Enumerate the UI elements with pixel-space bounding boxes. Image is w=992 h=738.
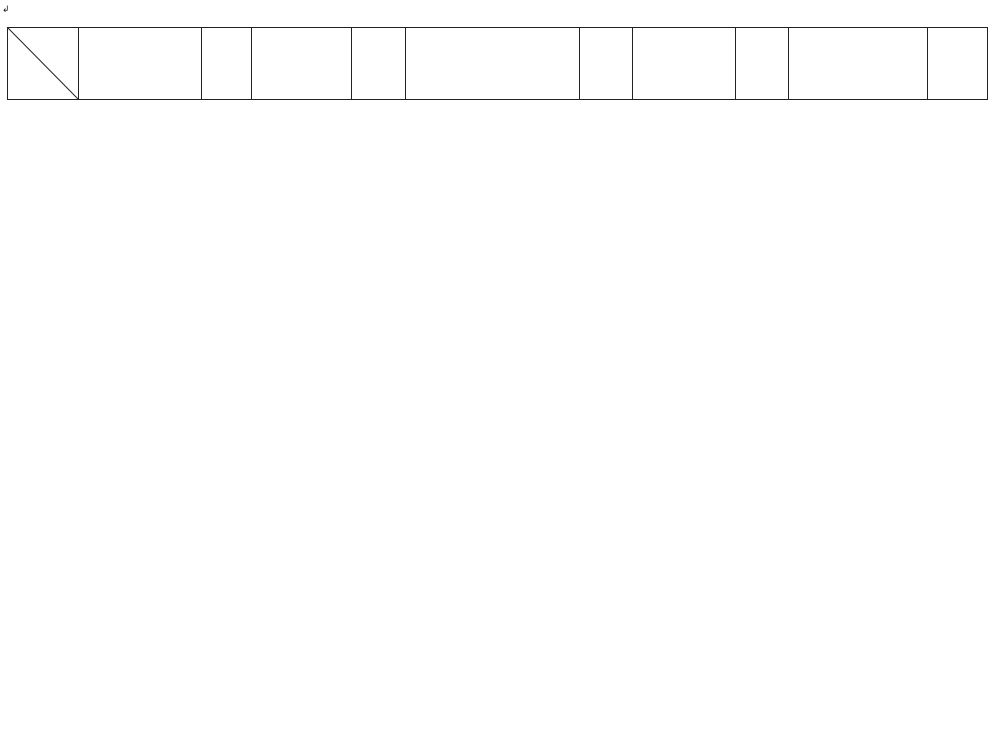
corner-cell xyxy=(8,28,79,100)
header-lunch xyxy=(406,28,580,100)
header-weight xyxy=(580,28,633,100)
header-row xyxy=(8,28,988,100)
header-weight xyxy=(352,28,406,100)
header-weight xyxy=(736,28,789,100)
header-am-snack xyxy=(252,28,352,100)
header-pm-snack xyxy=(633,28,736,100)
anchor-mark-icon: ↲ xyxy=(2,4,10,14)
menu-table xyxy=(7,27,988,100)
header-weight xyxy=(202,28,252,100)
header-weight xyxy=(928,28,988,100)
diagonal-line xyxy=(8,28,79,100)
header-breakfast xyxy=(79,28,202,100)
header-dinner xyxy=(789,28,928,100)
